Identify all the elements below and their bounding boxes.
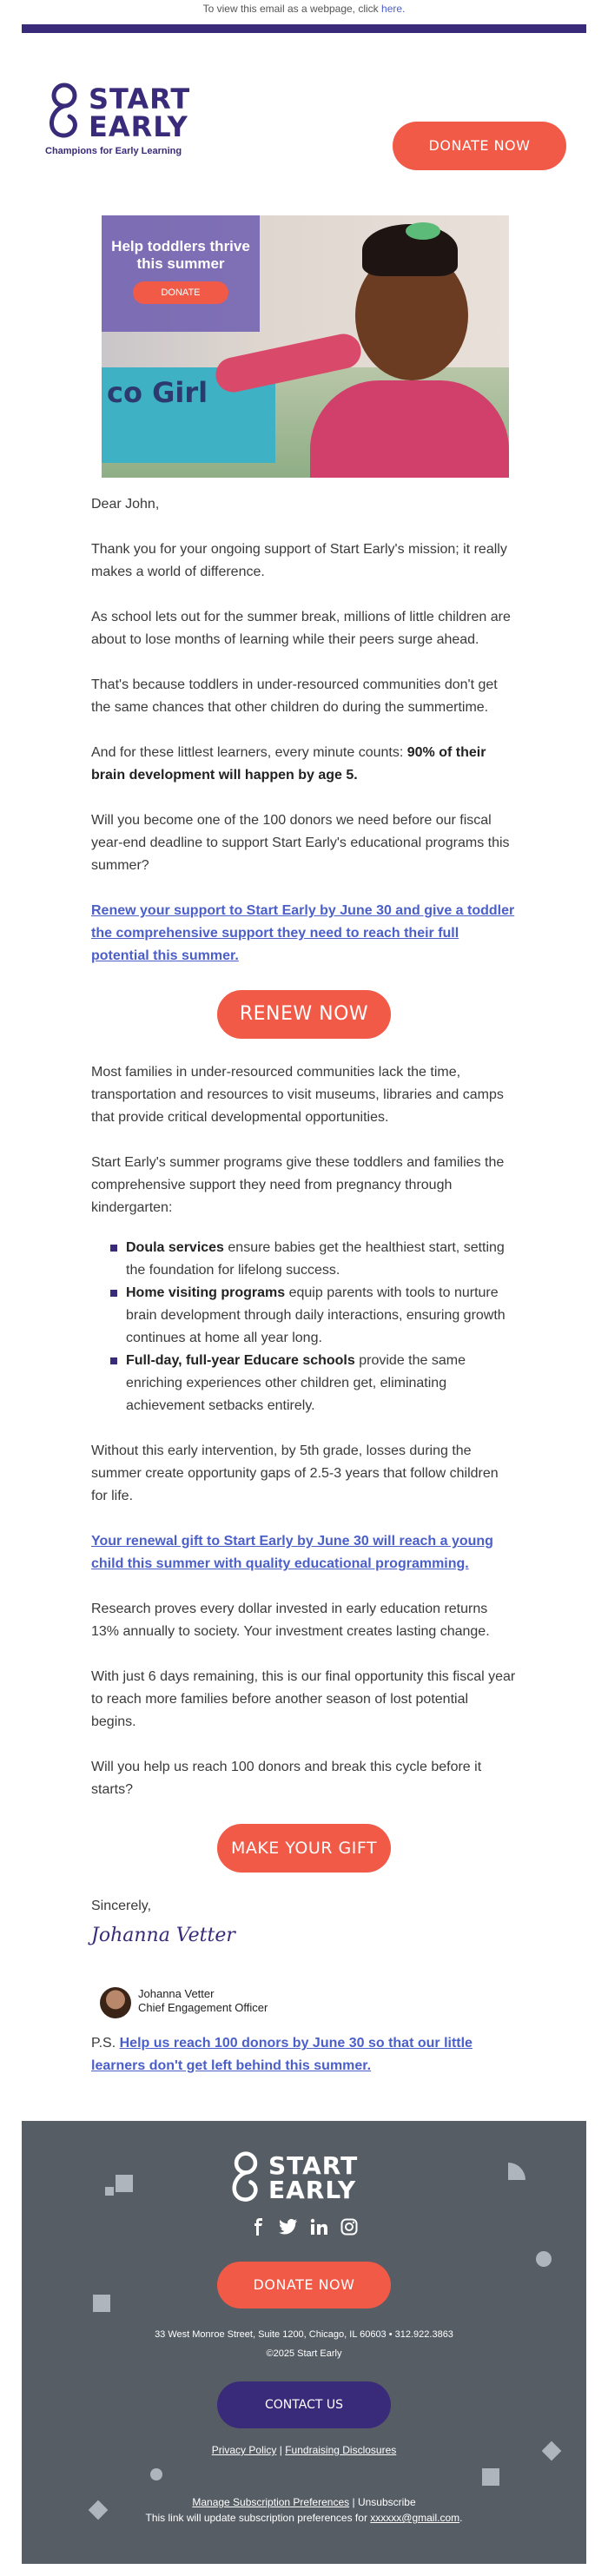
- renewal-gift-link-paragraph: [91, 1530, 517, 1575]
- paragraph-4: [91, 742, 517, 787]
- decor-square: [116, 2175, 133, 2192]
- renew-now-button[interactable]: RENEW NOW: [217, 990, 391, 1039]
- list-item: [91, 1282, 517, 1350]
- postscript: [91, 2032, 517, 2077]
- list-item: [91, 1237, 517, 1282]
- paragraph-6: Most families in under-resourced communities lack the time, transportation and resources to visit museums, libraries and camps that provide critical developmental opportunities.: [91, 1065, 504, 1125]
- decor-square: [93, 2295, 110, 2312]
- logo-word-start: START: [89, 83, 191, 116]
- notice-period: .: [459, 2512, 463, 2524]
- paragraph-2: As school lets out for the summer break, millions of little children are about to lose months of learning while their peers surge ahead.: [91, 610, 511, 647]
- fundraising-disclosures-link[interactable]: Fundraising Disclosures: [285, 2444, 397, 2456]
- paragraph-4-bold: 90% of their brain development will happen by age 5.: [91, 745, 486, 783]
- greeting: Dear John,: [91, 497, 160, 512]
- program-name: Doula services: [126, 1240, 224, 1255]
- twitter-icon[interactable]: [279, 2218, 298, 2240]
- signer-title: Chief Engagement Officer: [138, 2001, 268, 2014]
- logo-tagline: Champions for Early Learning: [45, 146, 182, 156]
- footer-logo[interactable]: [227, 2150, 383, 2208]
- logo-mark-icon: [227, 2150, 265, 2204]
- contact-us-button[interactable]: CONTACT US: [217, 2381, 391, 2428]
- paragraph-9: Research proves every dollar invested in early education returns 13% annually to society. Your investment creates lasting change.: [91, 1602, 490, 1639]
- renewal-gift-link[interactable]: Your renewal gift to Start Early by June 30 will reach a young child this summer with quality educational programming.: [91, 1534, 493, 1571]
- preheader: [0, 0, 608, 24]
- email-header: [0, 33, 608, 163]
- link-separator: |: [279, 2444, 282, 2456]
- email-footer: [22, 2121, 586, 2564]
- logo-word-early: EARLY: [89, 110, 188, 143]
- paragraph-3: That's because toddlers in under-resourced communities don't get the same chances that other children do during the summertime.: [91, 677, 498, 715]
- list-item: [91, 1350, 517, 1417]
- renew-support-link[interactable]: Renew your support to Start Early by June 30 and give a toddler the comprehensive support they need to reach their full potential this summer.: [91, 903, 515, 963]
- closing: Sincerely,: [91, 1899, 152, 1913]
- footer-copyright: ©2025 Start Early: [266, 2348, 342, 2359]
- bullet-icon: [110, 1357, 117, 1364]
- linkedin-icon[interactable]: [310, 2218, 327, 2240]
- signature-block: [91, 1918, 517, 2022]
- hero-girl-bow: [406, 222, 440, 240]
- hero-girl-body: [310, 380, 509, 478]
- program-name: Home visiting programs: [126, 1285, 286, 1300]
- paragraph-1: Thank you for your ongoing support of Start Early's mission; it really makes a world of difference.: [91, 542, 507, 579]
- ps-link[interactable]: Help us reach 100 donors by June 30 so that our little learners don't get left behind this summer.: [91, 2036, 473, 2073]
- program-name: Full-day, full-year Educare schools: [126, 1353, 355, 1368]
- renew-link-paragraph: [91, 900, 517, 968]
- program-text: provide the same enriching experiences other children get, eliminating achievement setbacks entirely.: [126, 1353, 466, 1413]
- bullet-icon: [110, 1245, 117, 1252]
- facebook-icon[interactable]: [250, 2218, 266, 2240]
- subscriber-email[interactable]: xxxxxx@gmail.com: [370, 2512, 460, 2524]
- subscription-block: [22, 2494, 586, 2526]
- logo-mark-icon: [43, 82, 85, 141]
- paragraph-7: Start Early's summer programs give these toddlers and families the comprehensive support they need from pregnancy through kindergarten:: [91, 1155, 505, 1215]
- unsubscribe-link[interactable]: Unsubscribe: [357, 2496, 416, 2508]
- programs-list: [91, 1237, 517, 1417]
- paragraph-11: Will you help us reach 100 donors and break this cycle before it starts?: [91, 1760, 482, 1797]
- decor-quarter-circle: [508, 2163, 525, 2180]
- privacy-policy-link[interactable]: Privacy Policy: [211, 2444, 277, 2456]
- paragraph-8: Without this early intervention, by 5th grade, losses during the summer create opportunity gaps of 2.5-3 years that follow children for life.: [91, 1443, 499, 1503]
- paragraph-4-text: And for these littlest learners, every minute counts:: [91, 745, 404, 760]
- webpage-link[interactable]: here.: [381, 3, 406, 15]
- facebook-glyph: [250, 2218, 266, 2236]
- twitter-glyph: [279, 2218, 298, 2236]
- program-text: equip parents with tools to nurture brain development through daily interactions, ensuring growth continues at home all year long.: [126, 1285, 506, 1345]
- decor-square: [482, 2468, 499, 2486]
- avatar: [100, 1987, 131, 2018]
- decor-circle: [150, 2468, 162, 2480]
- instagram-icon[interactable]: [340, 2218, 358, 2240]
- subscription-notice: This link will update subscription preferences for: [145, 2512, 367, 2524]
- footer-address: 33 West Monroe Street, Suite 1200, Chicago, IL 60603 • 312.922.3863: [155, 2329, 453, 2340]
- linkedin-glyph: [310, 2218, 327, 2236]
- make-your-gift-button[interactable]: MAKE YOUR GIFT: [217, 1824, 391, 1873]
- instagram-glyph: [340, 2218, 358, 2236]
- hero-donate-button[interactable]: DONATE: [133, 281, 228, 304]
- top-accent-bar: [22, 24, 586, 33]
- paragraph-10: With just 6 days remaining, this is our final opportunity this fiscal year to reach more families before another season of lost potential begins.: [91, 1669, 516, 1729]
- paragraph-5: Will you become one of the 100 donors we need before our fiscal year-end deadline to support Start Early's educational programs this summer?: [91, 813, 510, 873]
- start-early-logo[interactable]: [43, 82, 200, 156]
- hero-overlay: [102, 215, 260, 332]
- program-text: ensure babies get the healthiest start, setting the foundation for lifelong success.: [126, 1240, 505, 1278]
- footer-logo-start: START: [268, 2151, 359, 2180]
- hero-book-text: co Girl: [107, 376, 208, 409]
- signer-details: [138, 1987, 268, 2015]
- letter-body: [0, 493, 608, 2077]
- decor-circle: [536, 2251, 552, 2267]
- hero-image[interactable]: [102, 215, 509, 478]
- bullet-icon: [110, 1290, 117, 1297]
- ps-prefix: P.S.: [91, 2036, 116, 2051]
- manage-preferences-link[interactable]: Manage Subscription Preferences: [192, 2496, 350, 2508]
- handwritten-signature: Johanna Vetter: [91, 1925, 235, 1946]
- decor-square: [105, 2187, 114, 2196]
- subscription-links: [22, 2494, 586, 2510]
- footer-logo-early: EARLY: [268, 2176, 357, 2204]
- footer-links: [22, 2444, 586, 2456]
- subscription-notice-line: [22, 2510, 586, 2526]
- donate-now-button[interactable]: DONATE NOW: [393, 122, 566, 170]
- hero-title: Help toddlers thrive this summer: [111, 238, 250, 272]
- social-links: [22, 2218, 586, 2240]
- signer-name: Johanna Vetter: [138, 1987, 215, 2000]
- footer-donate-button[interactable]: DONATE NOW: [217, 2262, 391, 2308]
- preheader-text: To view this email as a webpage, click: [202, 3, 379, 15]
- link-separator: |: [352, 2496, 355, 2508]
- bottom-spacer: [0, 2564, 608, 2576]
